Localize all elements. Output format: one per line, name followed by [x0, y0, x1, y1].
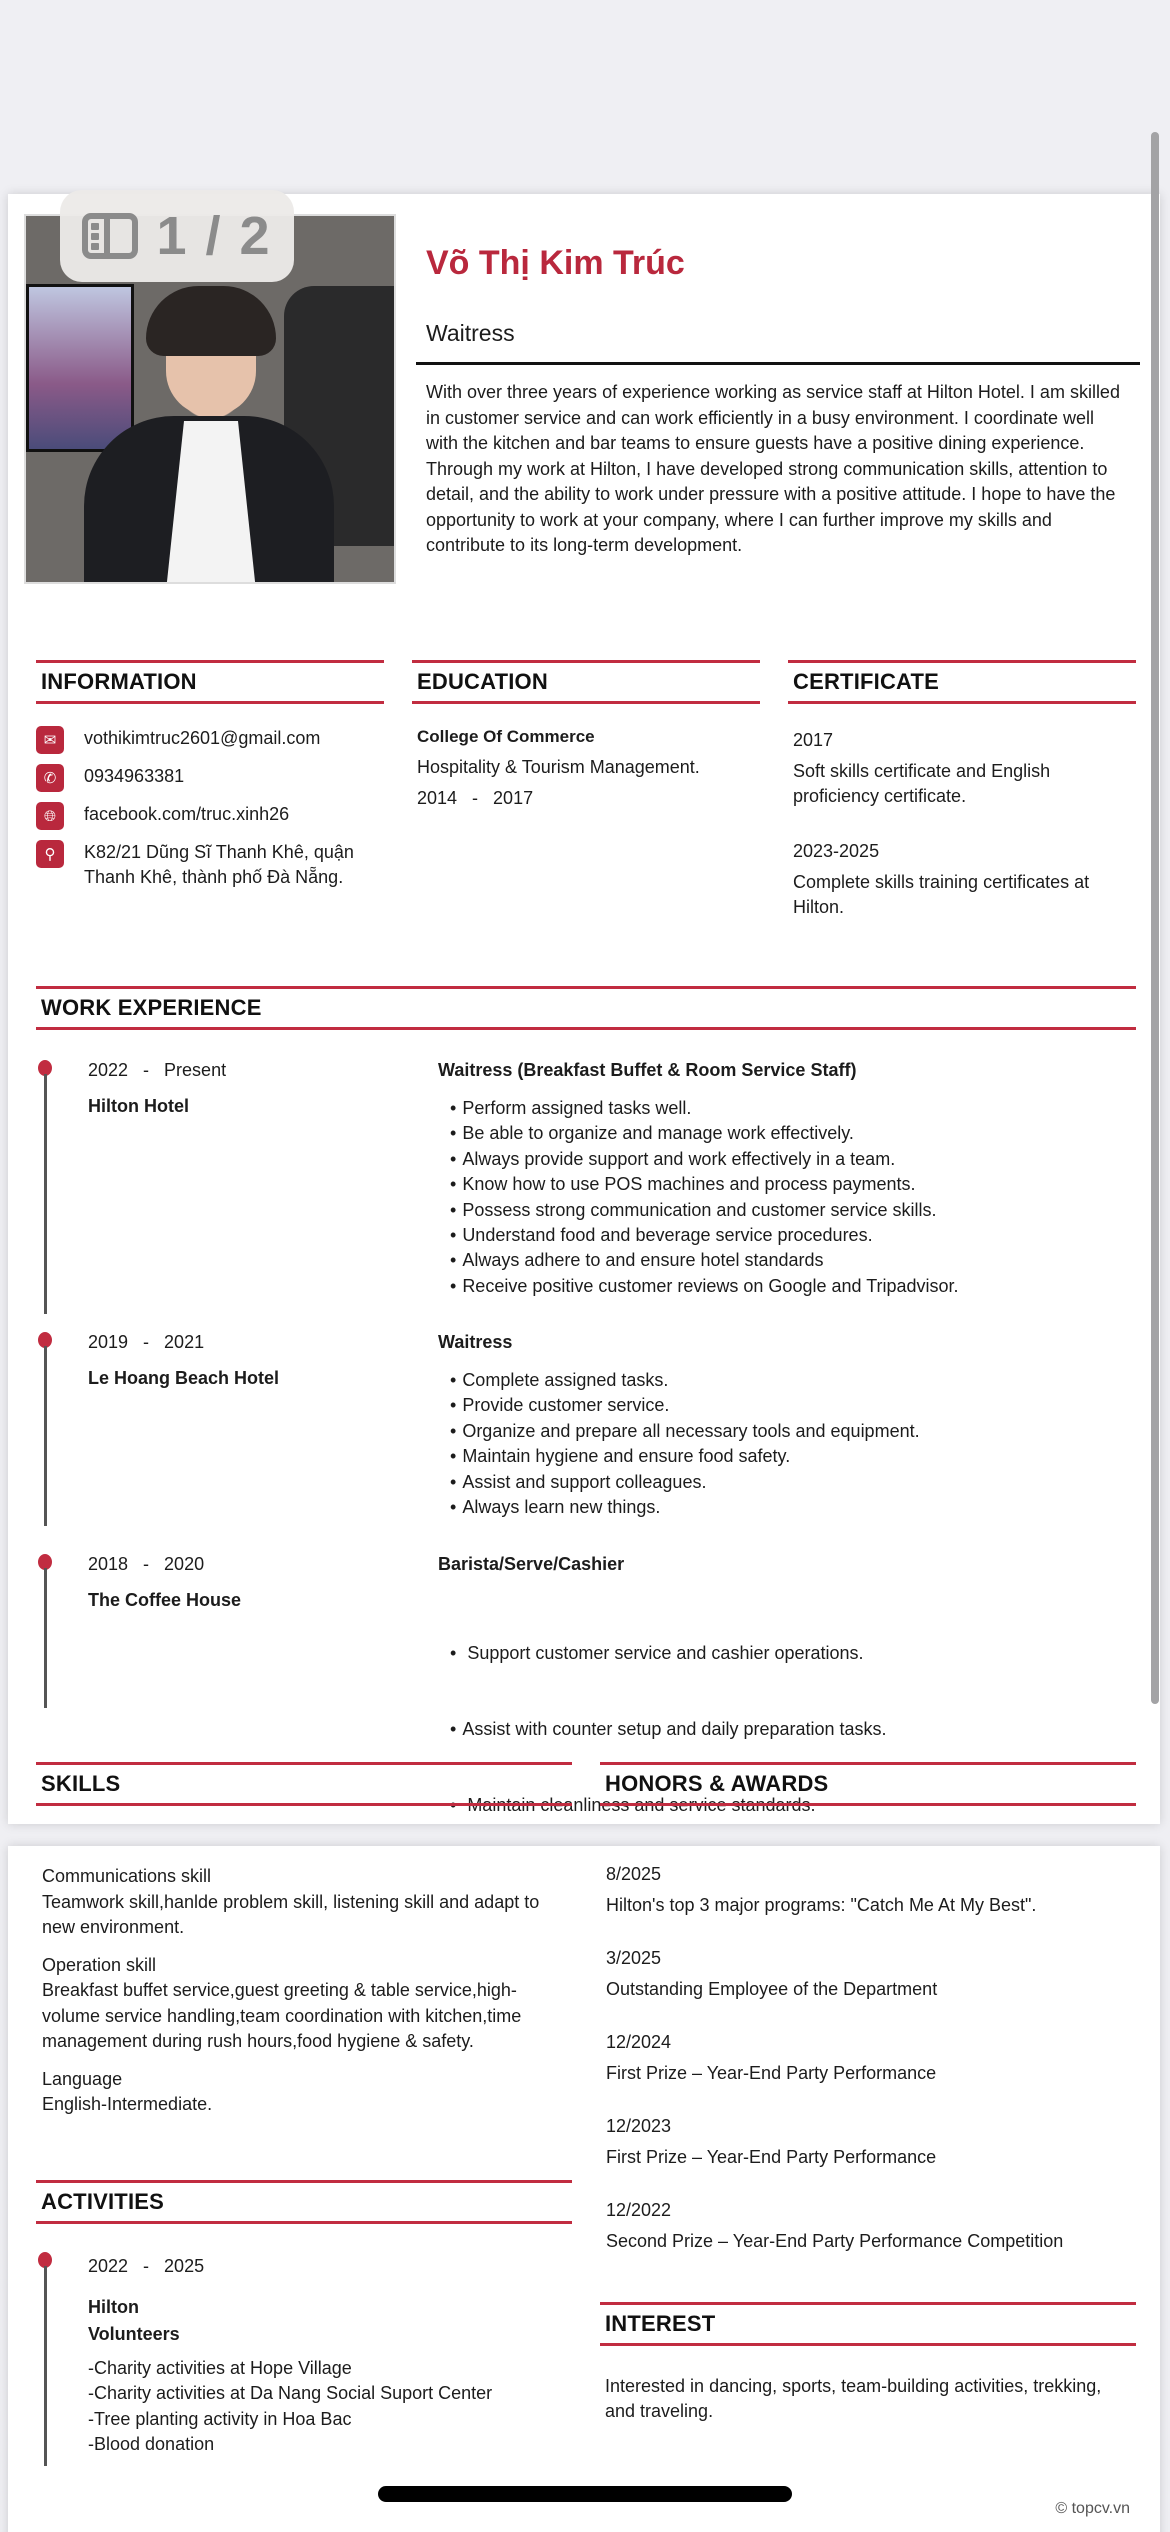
- award-date: 12/2024: [606, 2032, 672, 2052]
- resume-page-1: [8, 194, 1160, 1824]
- job-duties: [450, 1096, 959, 1299]
- job-dates: 2018 - 2020: [88, 1554, 205, 1574]
- section-heading: INFORMATION: [36, 660, 384, 704]
- home-indicator[interactable]: [378, 2486, 792, 2502]
- school-name: College Of Commerce: [417, 727, 595, 746]
- work-experience-section: [36, 986, 1136, 1030]
- duty-item: • Always adhere to and ensure hotel standards: [450, 1248, 959, 1273]
- award-date: 8/2025: [606, 1864, 662, 1884]
- activity-org: [88, 2294, 180, 2348]
- summary: [426, 380, 1126, 559]
- award-date: 12/2023: [606, 2116, 672, 2136]
- section-heading: SKILLS: [36, 1762, 572, 1806]
- job-title: Waitress: [426, 320, 515, 346]
- resume-page-2: [8, 1846, 1160, 2532]
- job-entry: [38, 1332, 1138, 1532]
- job-company: Le Hoang Beach Hotel: [88, 1368, 280, 1388]
- timeline-line: [44, 1346, 47, 1526]
- duty-item: • Always learn new things.: [450, 1495, 920, 1520]
- phone-text[interactable]: 0934963381: [84, 766, 185, 786]
- activity-item: -Charity activities at Da Nang Social Suport Center: [88, 2383, 493, 2404]
- page-indicator: [60, 190, 294, 282]
- award-title: Second Prize – Year-End Party Performance Competition: [606, 2231, 1064, 2251]
- job-duties: [450, 1368, 920, 1520]
- activity-item: -Charity activities at Hope Village: [88, 2358, 352, 2378]
- duty-item: • Provide customer service.: [450, 1393, 920, 1418]
- skill-title: Communications skill: [42, 1866, 212, 1886]
- certificate-year: 2023-2025: [793, 841, 880, 861]
- watermark: © topcv.vn: [1055, 2500, 1130, 2517]
- section-heading: ACTIVITIES: [36, 2180, 572, 2224]
- award-item: [606, 2200, 1136, 2252]
- skill-desc: Breakfast buffet service,guest greeting & table service,high-volume service handling,team coordination with kitchen,time management during rush hours,food hygiene & safety.: [42, 1980, 522, 2051]
- skill-desc: English-Intermediate.: [42, 2094, 213, 2114]
- certificate-year: 2017: [793, 730, 834, 750]
- activity-org-line: Hilton: [88, 2297, 139, 2317]
- activities-section: [36, 2180, 572, 2224]
- duty-item: • Maintain cleanliness and service standards.: [450, 1793, 963, 1818]
- education-section: [412, 660, 760, 811]
- duty-item: • Know how to use POS machines and process payments.: [450, 1172, 959, 1197]
- award-date: 12/2022: [606, 2200, 672, 2220]
- award-title: Outstanding Employee of the Department: [606, 1979, 938, 1999]
- award-title: Hilton's top 3 major programs: "Catch Me At My Best".: [606, 1895, 1037, 1915]
- skill-item: [42, 1864, 572, 1941]
- summary-paragraph: With over three years of experience working as service staff at Hilton Hotel. I am skilled in customer service and can work efficiently in a busy environment. I coordinate well with the kitchen and bar teams to ensure guests have a positive dining experience.: [426, 382, 1120, 453]
- section-heading: EDUCATION: [412, 660, 760, 704]
- info-email[interactable]: [36, 726, 384, 754]
- job-company: The Coffee House: [88, 1590, 242, 1610]
- job-dates: 2022 - Present: [88, 1060, 227, 1080]
- certificate-desc: Complete skills training certificates at Hilton.: [793, 872, 1090, 917]
- certificate-section: [788, 660, 1136, 920]
- address-text: K82/21 Dũng Sĩ Thanh Khê, quận Thanh Khê, thành phố Đà Nẵng.: [84, 842, 354, 887]
- location-pin-icon: ⚲: [36, 840, 64, 868]
- job-role: Barista/Serve/Cashier: [438, 1554, 625, 1574]
- activity-entry: [38, 2252, 568, 2472]
- award-item: [606, 2032, 1136, 2084]
- duty-item: • Be able to organize and manage work effectively.: [450, 1121, 959, 1146]
- header-divider: [416, 362, 1140, 365]
- job-entry: [38, 1060, 1138, 1310]
- skill-desc: Teamwork skill,hanlde problem skill, listening skill and adapt to new environment.: [42, 1891, 540, 1937]
- activity-dates: 2022 - 2025: [88, 2256, 205, 2276]
- award-item: [606, 1948, 1136, 2000]
- duty-item: • Possess strong communication and customer service skills.: [450, 1198, 959, 1223]
- award-title: First Prize – Year-End Party Performance: [606, 2147, 937, 2167]
- info-phone[interactable]: [36, 764, 384, 792]
- section-heading: CERTIFICATE: [788, 660, 1136, 704]
- phone-icon: ✆: [36, 764, 64, 792]
- sidebar-icon: [82, 213, 138, 259]
- duty-item: • Complete assigned tasks.: [450, 1368, 920, 1393]
- scrollbar[interactable]: [1151, 132, 1159, 1704]
- website-text[interactable]: facebook.com/truc.xinh26: [84, 804, 290, 824]
- skill-item: [42, 1953, 572, 2055]
- globe-icon: 🌐︎: [36, 802, 64, 830]
- major: Hospitality & Tourism Management.: [417, 757, 700, 777]
- award-date: 3/2025: [606, 1948, 662, 1968]
- duty-item: • Assist with counter setup and daily preparation tasks.: [450, 1717, 963, 1742]
- skills-list: [42, 1864, 572, 2130]
- section-heading: HONORS & AWARDS: [600, 1762, 1136, 1806]
- timeline-line: [44, 2266, 47, 2466]
- info-website[interactable]: [36, 802, 384, 830]
- photo-hair: [146, 286, 276, 356]
- job-company: Hilton Hotel: [88, 1096, 189, 1116]
- email-text[interactable]: vothikimtruc2601@gmail.com: [84, 728, 321, 748]
- candidate-name: Võ Thị Kim Trúc: [426, 244, 685, 282]
- honors-list: [606, 1864, 1136, 2284]
- duty-item: • Support customer service and cashier operations.: [450, 1641, 963, 1666]
- duty-item: • Maintain hygiene and ensure food safety.: [450, 1444, 920, 1469]
- timeline-line: [44, 1074, 47, 1314]
- summary-paragraph: Through my work at Hilton, I have developed strong communication skills, attention to detail, and the ability to work under pressure with a positive attitude. I hope to have the opportunity to work at your company, where I can further improve my skills and contribute to its long-term development.: [426, 458, 1116, 555]
- page-count: 1 / 2: [156, 206, 272, 266]
- photo-background-poster: [26, 284, 134, 452]
- duty-item: • Organize and prepare all necessary tools and equipment.: [450, 1419, 920, 1444]
- duty-item: • Always provide support and work effectively in a team.: [450, 1147, 959, 1172]
- award-item: [606, 2116, 1136, 2168]
- duty-item: • Assist and support colleagues.: [450, 1470, 920, 1495]
- activity-item: -Blood donation: [88, 2434, 215, 2455]
- duty-item: • Understand food and beverage service procedures.: [450, 1223, 959, 1248]
- award-title: First Prize – Year-End Party Performance: [606, 2063, 937, 2083]
- job-role: Waitress: [438, 1332, 513, 1352]
- section-heading: INTEREST: [600, 2302, 1136, 2346]
- award-item: [606, 1864, 1136, 1916]
- skills-section: [36, 1762, 572, 1806]
- timeline-line: [44, 1568, 47, 1708]
- skill-item: [42, 2067, 572, 2118]
- section-heading: WORK EXPERIENCE: [36, 986, 1136, 1030]
- activity-item: -Tree planting activity in Hoa Bac: [88, 2408, 352, 2429]
- activity-org-line: Volunteers: [88, 2324, 180, 2344]
- skill-title: Operation skill: [42, 1954, 157, 1975]
- certificate-desc: Soft skills certificate and English proficiency certificate.: [793, 761, 1051, 806]
- skill-title: Language: [42, 2068, 123, 2089]
- email-icon: ✉: [36, 726, 64, 754]
- job-role: Waitress (Breakfast Buffet & Room Service Staff): [438, 1060, 857, 1080]
- info-address: [36, 840, 384, 890]
- interest-section: [600, 2302, 1136, 2424]
- job-dates: 2019 - 2021: [88, 1332, 205, 1352]
- education-period: 2014 - 2017: [417, 788, 534, 808]
- duty-item: • Perform assigned tasks well.: [450, 1096, 959, 1121]
- information-section: [36, 660, 384, 900]
- interest-text: Interested in dancing, sports, team-building activities, trekking, and traveling.: [605, 2376, 1102, 2421]
- duty-item: • Receive positive customer reviews on Google and Tripadvisor.: [450, 1274, 959, 1299]
- activity-list: [88, 2356, 492, 2458]
- honors-section: [600, 1762, 1136, 1806]
